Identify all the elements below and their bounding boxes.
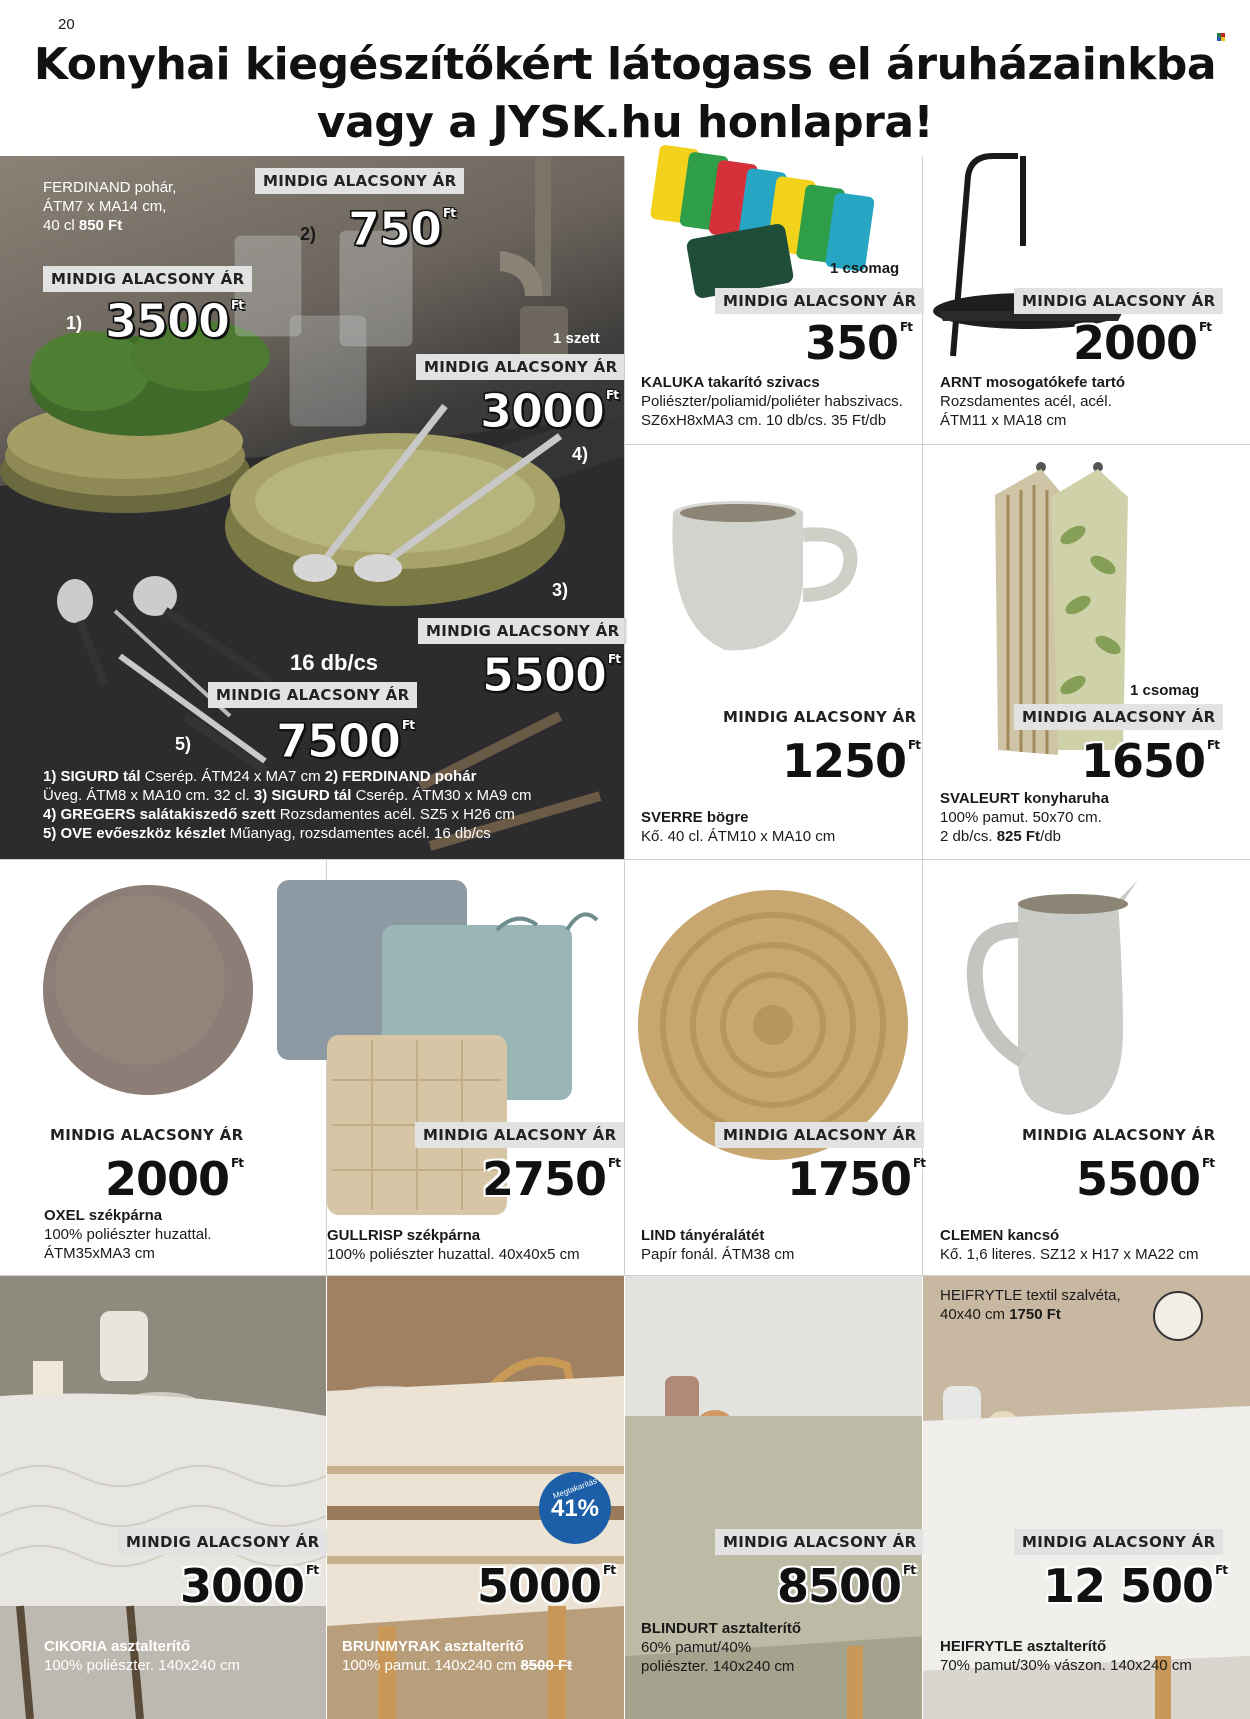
mug-illustration	[625, 445, 922, 665]
arnt-spec-2: ÁTM11 x MA18 cm	[940, 412, 1067, 429]
sverre-name: SVERRE bögre	[641, 809, 749, 826]
napkin-size: 40x40 cm	[940, 1306, 1010, 1323]
headline-line-2: vagy a JYSK.hu honlapra!	[316, 97, 934, 148]
product-card-kaluka[interactable]	[625, 156, 922, 444]
price-gregers	[480, 386, 618, 436]
product-card-heifrytle[interactable]	[923, 1276, 1250, 1719]
oxel-spec-1: 100% poliészter huzattal.	[44, 1226, 212, 1243]
currency-label: Ft	[908, 738, 920, 752]
clemen-price	[1076, 1154, 1214, 1204]
hero-desc-line-3	[43, 805, 618, 824]
lind-price	[787, 1154, 925, 1204]
heifrytle-spec: 70% pamut/30% vászon. 140x240 cm	[940, 1657, 1192, 1674]
svaleurt-spec-2	[940, 827, 1240, 846]
cikoria-spec: 100% poliészter. 140x240 cm	[44, 1657, 240, 1674]
price-value: 12 500	[1043, 1559, 1214, 1613]
napkin-line-1: HEIFRYTLE textil szalvéta,	[940, 1287, 1121, 1304]
clemen-name: CLEMEN kancsó	[940, 1227, 1060, 1244]
svaleurt-unit: /db	[1040, 828, 1061, 845]
brunmyrak-name: BRUNMYRAK asztalterítő	[342, 1638, 524, 1655]
kaluka-spec-1: Poliészter/poliamid/poliéter habszivacs.	[641, 393, 903, 410]
price-value: 1250	[782, 734, 907, 788]
price-sigurd-large	[482, 650, 620, 700]
qty-set: 1 szett	[553, 330, 600, 347]
price-value: 5500	[482, 648, 607, 702]
heifrytle-napkin-desc	[940, 1286, 1180, 1324]
item-number-2: 2)	[300, 224, 317, 244]
currency-label: Ft	[1199, 320, 1211, 334]
price-value: 3500	[105, 294, 230, 348]
price-value: 2750	[482, 1152, 607, 1206]
jug-illustration	[923, 860, 1250, 1120]
price-value: 5500	[1076, 1152, 1201, 1206]
clemen-price-tag: MINDIG ALACSONY ÁR	[1022, 1126, 1216, 1144]
product-card-arnt[interactable]	[923, 156, 1250, 444]
product-card-sverre[interactable]	[625, 445, 922, 859]
currency-label: Ft	[903, 1563, 915, 1577]
price-value: 750	[348, 202, 442, 256]
price-value: 350	[805, 316, 899, 370]
ove-name: 5) OVE evőeszköz készlet	[43, 825, 226, 842]
brunmyrak-old-price: 8500 Ft	[520, 1657, 573, 1674]
price-value: 8500	[777, 1559, 902, 1613]
gullrisp-price	[482, 1154, 620, 1204]
price-value: 2000	[1073, 316, 1198, 370]
kaluka-price-tag: MINDIG ALACSONY ÁR	[715, 288, 924, 314]
oxel-name: OXEL székpárna	[44, 1207, 163, 1224]
product-card-brunmyrak[interactable]	[327, 1276, 624, 1719]
page-number: 20	[58, 16, 75, 33]
svaleurt-pack: 2 db/cs.	[940, 828, 997, 845]
placemat-illustration	[625, 860, 922, 1150]
napkin-price: 1750 Ft	[1009, 1306, 1061, 1323]
hero-desc-line-1	[43, 767, 618, 786]
sigurd-small-name: 1) SIGURD tál	[43, 768, 141, 785]
blindurt-spec-2: poliészter. 140x240 cm	[641, 1658, 795, 1675]
sigurd-small-spec: Cserép. ÁTM24 x MA7 cm	[140, 768, 325, 785]
hero-kitchen-photo	[0, 156, 624, 859]
gregers-name: 4) GREGERS salátakiszedő szett	[43, 806, 276, 823]
currency-label: Ft	[1215, 1563, 1227, 1577]
kaluka-price	[805, 318, 912, 368]
ferdinand-single-price: 850 Ft	[78, 217, 123, 234]
price-tag-label-5: MINDIG ALACSONY ÁR	[208, 682, 417, 708]
currency-label: Ft	[900, 320, 912, 334]
lind-name: LIND tányéralátét	[641, 1227, 765, 1244]
price-value: 3000	[180, 1559, 305, 1613]
gullrisp-price-tag: MINDIG ALACSONY ÁR	[415, 1122, 624, 1148]
currency-label: Ft	[913, 1156, 925, 1170]
blindurt-price-tag: MINDIG ALACSONY ÁR	[715, 1529, 924, 1555]
price-tag-label-4: MINDIG ALACSONY ÁR	[416, 354, 625, 380]
blindurt-price	[777, 1561, 915, 1611]
lind-price-tag: MINDIG ALACSONY ÁR	[715, 1122, 924, 1148]
gullrisp-name: GULLRISP székpárna	[327, 1227, 481, 1244]
price-ove	[276, 716, 414, 766]
sverre-price-tag: MINDIG ALACSONY ÁR	[723, 708, 917, 726]
item-number-1: 1)	[66, 313, 83, 333]
price-ferdinand	[348, 204, 455, 254]
sigurd-large-spec: Cserép. ÁTM30 x MA9 cm	[351, 787, 532, 804]
napkin-line-2	[940, 1305, 1180, 1324]
svaleurt-unit-price: 825 Ft	[996, 828, 1041, 845]
heifrytle-price	[1043, 1561, 1227, 1611]
ferdinand-line-1: FERDINAND pohár,	[43, 179, 177, 196]
clemen-desc	[940, 1226, 1245, 1264]
page-headline	[0, 36, 1250, 152]
price-value: 1650	[1081, 734, 1206, 788]
ferdinand-spec: Üveg. ÁTM8 x MA10 cm. 32 cl.	[43, 787, 254, 804]
ove-spec: Műanyag, rozsdamentes acél. 16 db/cs	[225, 825, 491, 842]
svaleurt-price	[1081, 736, 1219, 786]
ferdinand-volume: 40 cl	[43, 217, 79, 234]
svaleurt-name: SVALEURT konyharuha	[940, 790, 1109, 807]
lind-spec: Papír fonál. ÁTM38 cm	[641, 1246, 795, 1263]
cikoria-desc	[44, 1637, 324, 1675]
arnt-price-tag: MINDIG ALACSONY ÁR	[1014, 288, 1223, 314]
ferdinand-name: 2) FERDINAND pohár	[324, 768, 477, 785]
ferdinand-line-2: ÁTM7 x MA14 cm,	[43, 198, 167, 215]
gullrisp-spec: 100% poliészter huzattal. 40x40x5 cm	[327, 1246, 580, 1263]
sverre-desc	[641, 808, 921, 846]
heifrytle-price-tag: MINDIG ALACSONY ÁR	[1014, 1529, 1223, 1555]
price-tag-label-3: MINDIG ALACSONY ÁR	[418, 618, 627, 644]
svaleurt-price-tag: MINDIG ALACSONY ÁR	[1014, 704, 1223, 730]
cikoria-price	[180, 1561, 318, 1611]
ferdinand-line-3	[43, 216, 223, 235]
svaleurt-spec-1: 100% pamut. 50x70 cm.	[940, 809, 1102, 826]
currency-label: Ft	[443, 206, 455, 220]
sverre-price	[782, 736, 920, 786]
brunmyrak-material: 100% pamut. 140x240 cm	[342, 1657, 521, 1674]
sverre-spec: Kő. 40 cl. ÁTM10 x MA10 cm	[641, 828, 836, 845]
price-value: 3000	[480, 384, 605, 438]
kaluka-name: KALUKA takarító szivacs	[641, 374, 820, 391]
product-card-gullrisp[interactable]	[327, 860, 624, 1275]
qty-pieces: 16 db/cs	[290, 650, 379, 675]
currency-label: Ft	[306, 1563, 318, 1577]
cikoria-price-tag: MINDIG ALACSONY ÁR	[118, 1529, 327, 1555]
lind-desc	[641, 1226, 921, 1264]
currency-label: Ft	[231, 1156, 243, 1170]
hero-desc-line-2	[43, 786, 618, 805]
oxel-price	[105, 1154, 243, 1204]
svaleurt-desc	[940, 789, 1240, 846]
blindurt-spec-1: 60% pamut/40%	[641, 1639, 752, 1656]
clemen-spec: Kő. 1,6 literes. SZ12 x H17 x MA22 cm	[940, 1246, 1199, 1263]
hero-product-descriptions	[43, 767, 618, 843]
blindurt-desc	[641, 1619, 841, 1676]
hero-desc-line-4	[43, 824, 618, 843]
blindurt-name: BLINDURT asztalterítő	[641, 1620, 802, 1637]
product-card-lind[interactable]	[625, 860, 925, 1275]
discount-badge-label: Megtakarítás	[551, 1476, 599, 1501]
currency-label: Ft	[608, 1156, 620, 1170]
product-card-blindurt[interactable]	[625, 1276, 922, 1719]
kaluka-spec-2: SZ6xH8xMA3 cm. 10 db/cs. 35 Ft/db	[641, 412, 887, 429]
discount-badge-value: 41%	[550, 1495, 600, 1522]
arnt-spec-1: Rozsdamentes acél, acél.	[940, 393, 1112, 410]
brunmyrak-desc	[342, 1637, 622, 1675]
product-card-svaleurt[interactable]	[923, 445, 1250, 859]
item-number-5: 5)	[175, 734, 192, 754]
brunmyrak-price	[477, 1561, 615, 1611]
product-card-cikoria[interactable]	[0, 1276, 326, 1719]
price-tag-label-1: MINDIG ALACSONY ÁR	[43, 266, 252, 292]
price-value: 2000	[105, 1152, 230, 1206]
ferdinand-top-desc	[43, 178, 223, 235]
kaluka-desc	[641, 373, 921, 430]
oxel-spec-2: ÁTM35xMA3 cm	[44, 1245, 155, 1262]
price-value: 1750	[787, 1152, 912, 1206]
svaleurt-qty: 1 csomag	[1130, 682, 1200, 699]
price-value: 5000	[477, 1559, 602, 1613]
currency-label: Ft	[231, 298, 243, 312]
gullrisp-desc	[327, 1226, 624, 1264]
gregers-spec: Rozsdamentes acél. SZ5 x H26 cm	[275, 806, 515, 823]
heifrytle-name: HEIFRYTLE asztalterítő	[940, 1638, 1107, 1655]
arnt-name: ARNT mosogatókefe tartó	[940, 374, 1126, 391]
cikoria-name: CIKORIA asztalterítő	[44, 1638, 191, 1655]
headline-line-1: Konyhai kiegészítőkért látogass el áruházainkba	[33, 39, 1217, 90]
kaluka-qty: 1 csomag	[830, 260, 900, 277]
oxel-desc	[44, 1206, 314, 1263]
price-value: 7500	[276, 714, 401, 768]
product-card-clemen[interactable]	[923, 860, 1250, 1275]
item-number-4: 4)	[572, 444, 589, 464]
price-sigurd-small	[105, 296, 243, 346]
brunmyrak-spec	[342, 1656, 622, 1675]
currency-label: Ft	[608, 652, 620, 666]
item-number-3: 3)	[552, 580, 569, 600]
sigurd-large-name: 3) SIGURD tál	[253, 787, 352, 804]
currency-label: Ft	[402, 718, 414, 732]
arnt-desc	[940, 373, 1240, 430]
price-tag-label-2: MINDIG ALACSONY ÁR	[255, 168, 464, 194]
heifrytle-desc	[940, 1637, 1245, 1675]
currency-label: Ft	[606, 388, 618, 402]
currency-label: Ft	[1207, 738, 1219, 752]
oxel-price-tag: MINDIG ALACSONY ÁR	[50, 1126, 244, 1144]
discount-badge	[539, 1472, 611, 1544]
currency-label: Ft	[1202, 1156, 1214, 1170]
arnt-price	[1073, 318, 1211, 368]
currency-label: Ft	[603, 1563, 615, 1577]
